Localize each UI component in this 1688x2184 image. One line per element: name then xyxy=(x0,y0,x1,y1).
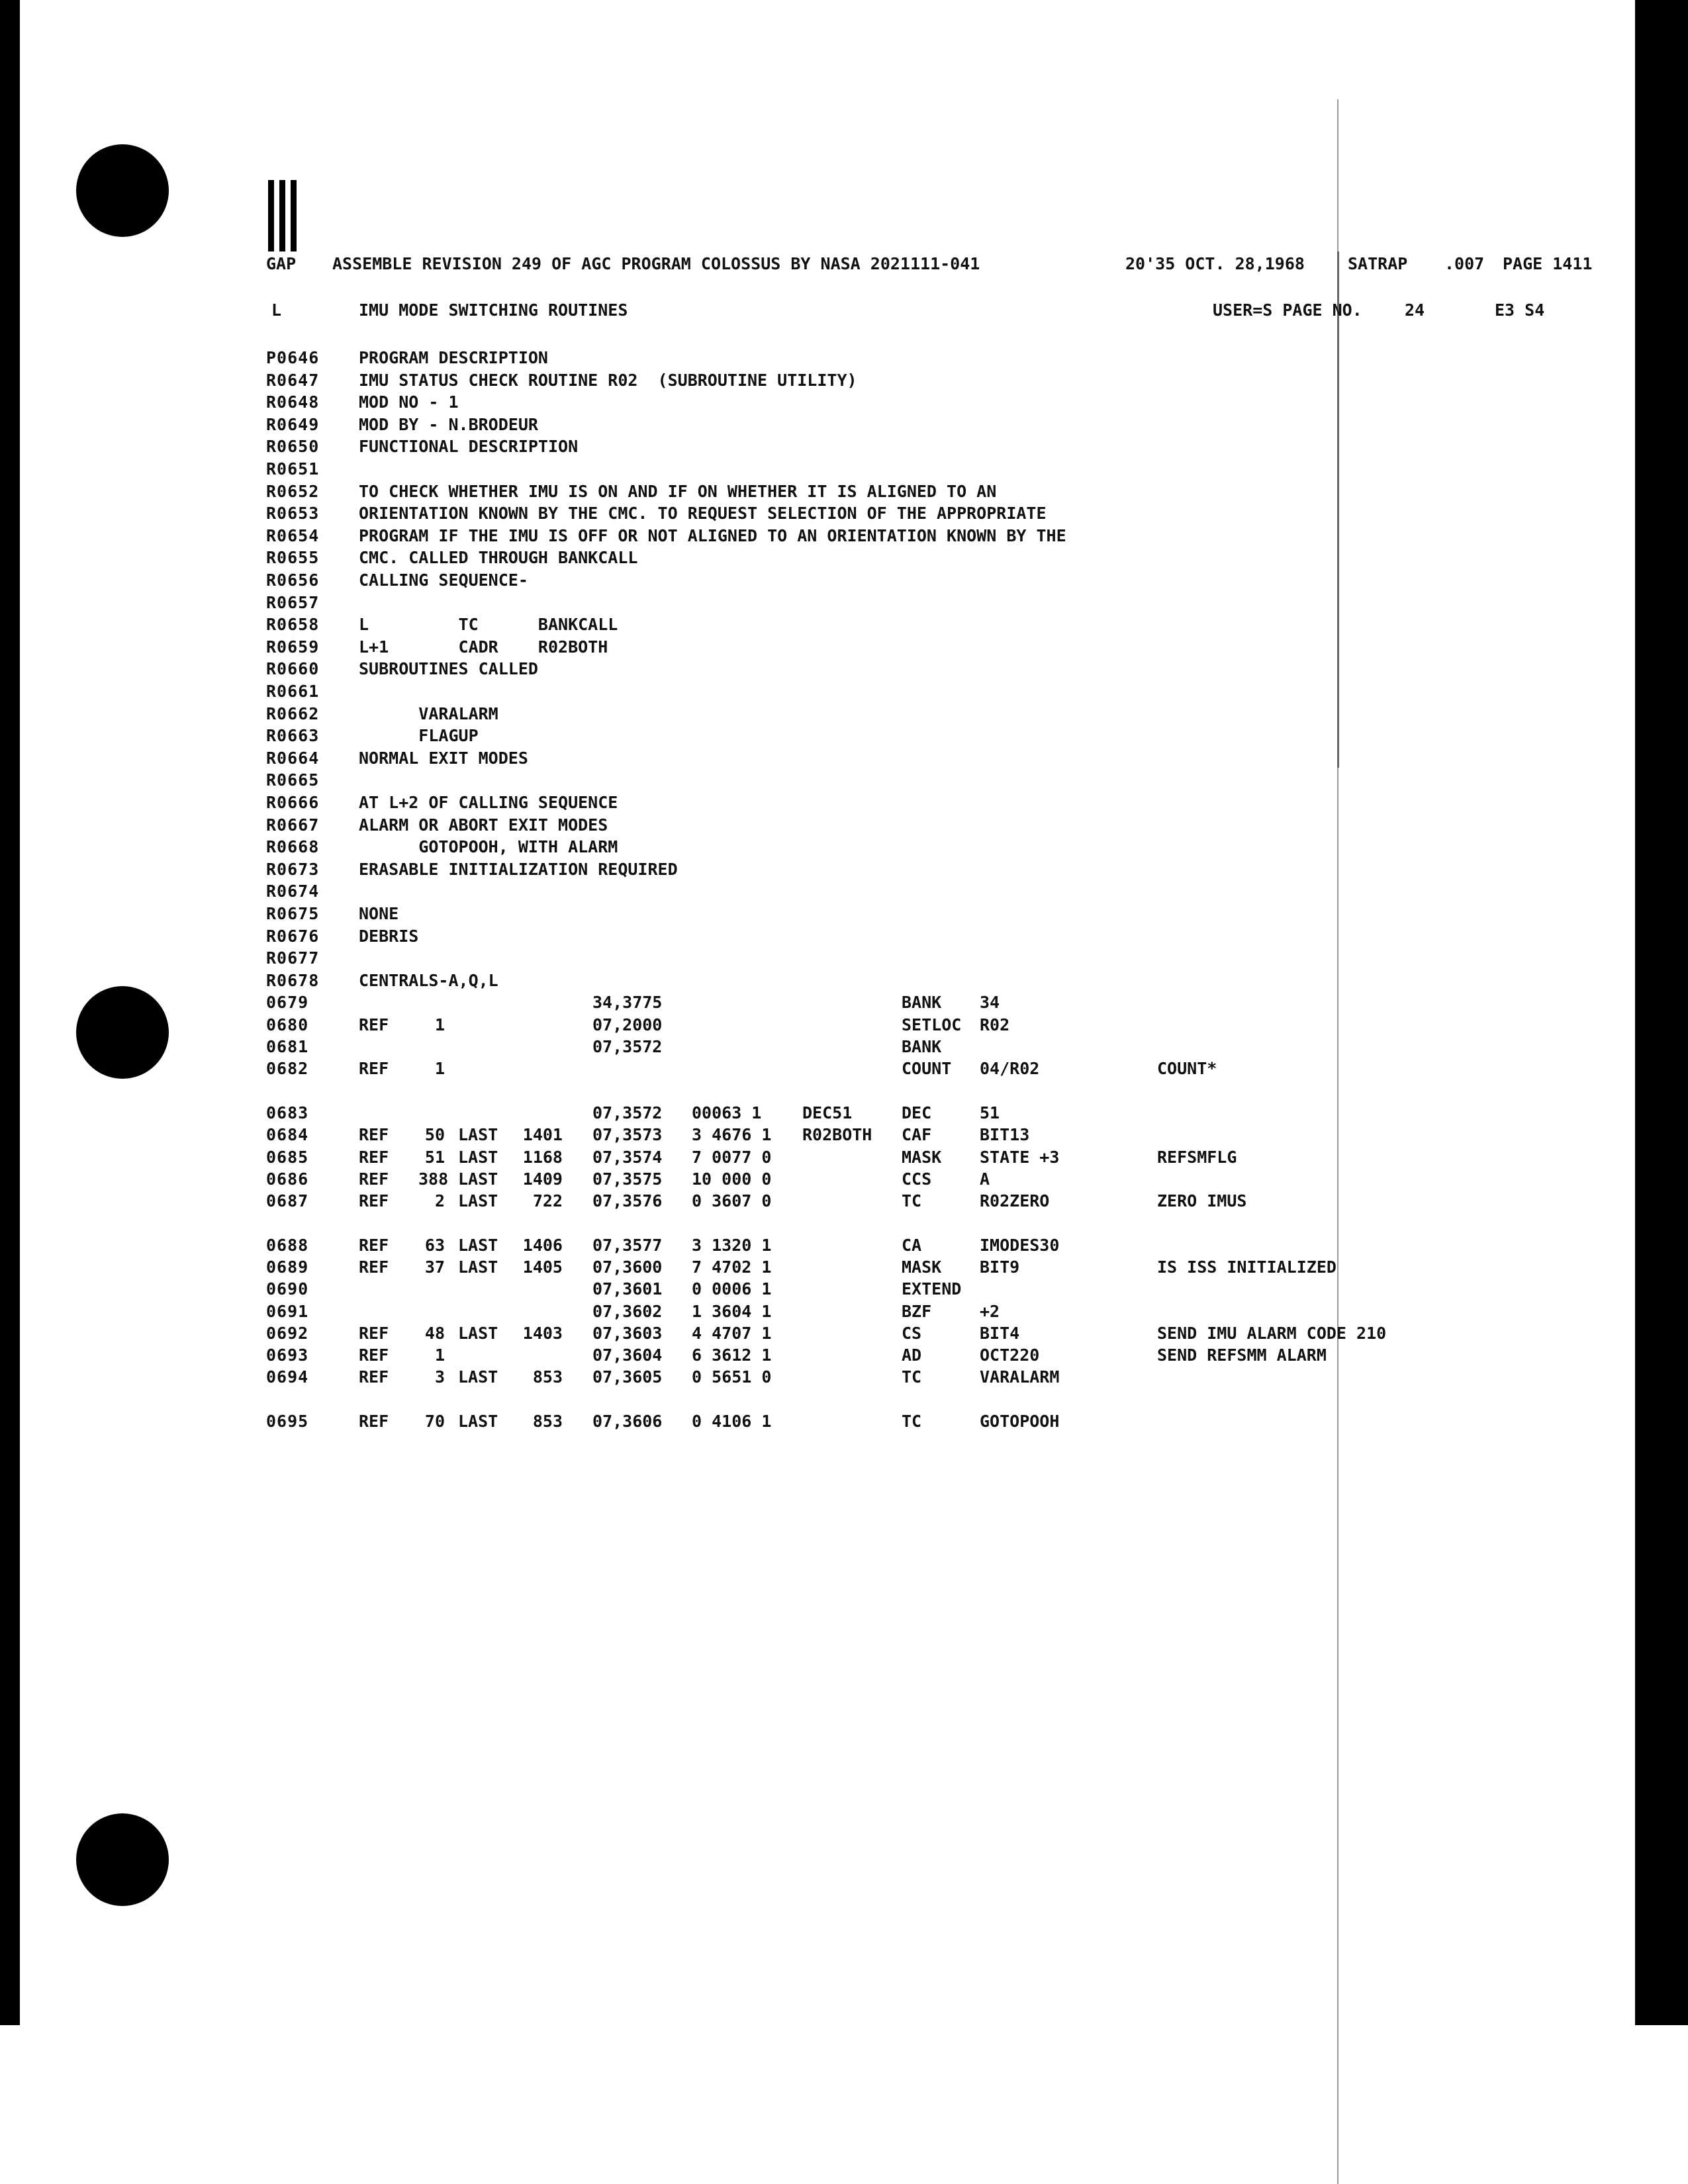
operand: GOTOPOOH xyxy=(980,1412,1060,1431)
remark-text: VARALARM xyxy=(359,704,498,723)
ref-marker: REF xyxy=(359,1324,389,1343)
ref-count: 1 xyxy=(434,1059,445,1078)
line-number: 0683 xyxy=(266,1103,309,1122)
remark-text: ALARM OR ABORT EXIT MODES xyxy=(359,815,608,835)
remark-text: MOD BY - N.BRODEUR xyxy=(359,414,538,434)
code-label: R02BOTH xyxy=(802,1125,872,1144)
opcode: BANK xyxy=(902,1037,942,1056)
remark-text: FLAGUP xyxy=(359,726,479,746)
line-number: R0657 xyxy=(266,592,320,612)
listing-header xyxy=(0,253,1593,275)
header-title: ASSEMBLE REVISION 249 OF AGC PROGRAM COLOSSUS BY NASA 2021111-041 xyxy=(332,254,980,273)
remark-text: CMC. CALLED THROUGH BANKCALL xyxy=(359,548,638,568)
line-number: R0649 xyxy=(266,414,320,434)
last-marker: LAST xyxy=(458,1236,498,1255)
last-marker: LAST xyxy=(458,1148,498,1167)
code-comment: SEND IMU ALARM CODE 210 xyxy=(1157,1324,1387,1343)
address: 07,3602 xyxy=(592,1302,663,1321)
ref-count: 1 xyxy=(434,1345,445,1365)
last-line-number: 1409 xyxy=(522,1169,563,1189)
object-word: 0 5651 0 xyxy=(692,1367,772,1387)
ref-marker: REF xyxy=(359,1148,389,1167)
operand: IMODES30 xyxy=(980,1236,1060,1255)
opcode: AD xyxy=(902,1345,922,1365)
opcode: CA xyxy=(902,1236,922,1255)
address: 34,3775 xyxy=(592,993,663,1012)
line-number: 0680 xyxy=(266,1015,309,1034)
remark-text: IMU STATUS CHECK ROUTINE R02 (SUBROUTINE UTILITY) xyxy=(359,370,857,390)
line-number: 0691 xyxy=(266,1302,309,1321)
remark-text: NORMAL EXIT MODES xyxy=(359,748,528,768)
line-number: R0664 xyxy=(266,748,320,768)
ref-marker: REF xyxy=(359,1412,389,1431)
address: 07,3605 xyxy=(592,1367,663,1387)
ref-count: 48 xyxy=(424,1324,445,1343)
user-page-number: 24 xyxy=(1405,300,1425,320)
address: 07,3600 xyxy=(592,1257,663,1277)
operand: 34 xyxy=(980,993,1000,1012)
line-number: 0689 xyxy=(266,1257,309,1277)
address: 07,3601 xyxy=(592,1279,663,1298)
line-number: R0659 xyxy=(266,637,320,657)
last-marker: LAST xyxy=(458,1257,498,1277)
last-line-number: 1168 xyxy=(522,1148,563,1167)
opcode: MASK xyxy=(902,1257,942,1277)
header-page: PAGE 1411 xyxy=(1503,254,1593,273)
operand: BIT13 xyxy=(980,1125,1030,1144)
object-word: 4 4707 1 xyxy=(692,1324,772,1343)
object-word: 0 0006 1 xyxy=(692,1279,772,1298)
operand: R02ZERO xyxy=(980,1191,1050,1210)
operand: BIT4 xyxy=(980,1324,1020,1343)
punch-hole-bottom xyxy=(76,1813,169,1906)
last-marker: LAST xyxy=(458,1324,498,1343)
last-line-number: 1403 xyxy=(522,1324,563,1343)
code-comment: SEND REFSMM ALARM xyxy=(1157,1345,1327,1365)
line-number: R0650 xyxy=(266,437,320,457)
remark-text: NONE xyxy=(359,904,399,923)
fold-line-dark xyxy=(1337,251,1339,768)
object-word: 3 4676 1 xyxy=(692,1125,772,1144)
last-line-number: 853 xyxy=(532,1367,563,1387)
line-number: P0646 xyxy=(266,348,320,367)
opcode: CS xyxy=(902,1324,922,1343)
code-comment: ZERO IMUS xyxy=(1157,1191,1247,1210)
ref-marker: REF xyxy=(359,1125,389,1144)
line-number: 0687 xyxy=(266,1191,309,1210)
operand: R02 xyxy=(980,1015,1010,1034)
ref-count: 51 xyxy=(424,1148,445,1167)
line-number: R0655 xyxy=(266,548,320,568)
remark-text: PROGRAM DESCRIPTION xyxy=(359,348,548,367)
remark-text: FUNCTIONAL DESCRIPTION xyxy=(359,437,579,457)
remark-text: ORIENTATION KNOWN BY THE CMC. TO REQUEST SELECTION OF THE APPROPRIATE xyxy=(359,504,1047,523)
line-number: R0668 xyxy=(266,837,320,857)
punch-hole-middle xyxy=(76,986,169,1079)
last-marker: LAST xyxy=(458,1367,498,1387)
operand: STATE +3 xyxy=(980,1148,1060,1167)
line-number: R0662 xyxy=(266,704,320,723)
last-marker: LAST xyxy=(458,1169,498,1189)
remark-text: TO CHECK WHETHER IMU IS ON AND IF ON WHETHER IT IS ALIGNED TO AN xyxy=(359,481,997,501)
remark-text: GOTOPOOH, WITH ALARM xyxy=(359,837,618,857)
line-number: R0674 xyxy=(266,882,320,901)
remark-text: SUBROUTINES CALLED xyxy=(359,659,538,679)
line-number: R0658 xyxy=(266,615,320,635)
ref-marker: REF xyxy=(359,1345,389,1365)
line-number: R0651 xyxy=(266,459,320,478)
opcode: EXTEND xyxy=(902,1279,962,1298)
ref-marker: REF xyxy=(359,1169,389,1189)
last-line-number: 1401 xyxy=(522,1125,563,1144)
object-word: 1 3604 1 xyxy=(692,1302,772,1321)
opcode: TC xyxy=(902,1367,922,1387)
address: 07,3574 xyxy=(592,1148,663,1167)
line-number: 0685 xyxy=(266,1148,309,1167)
opcode: CAF xyxy=(902,1125,932,1144)
remark-text: L TC BANKCALL xyxy=(359,615,618,635)
last-marker: LAST xyxy=(458,1412,498,1431)
opcode: BANK xyxy=(902,993,942,1012)
code-label: DEC51 xyxy=(802,1103,853,1122)
last-line-number: 1406 xyxy=(522,1236,563,1255)
line-number: 0692 xyxy=(266,1324,309,1343)
scan-border-right xyxy=(1635,0,1688,2025)
section-title: IMU MODE SWITCHING ROUTINES xyxy=(359,300,628,320)
address: 07,3604 xyxy=(592,1345,663,1365)
line-number: 0688 xyxy=(266,1236,309,1255)
opcode: DEC xyxy=(902,1103,932,1122)
operand: +2 xyxy=(980,1302,1000,1321)
line-number: R0666 xyxy=(266,793,320,812)
ref-marker: REF xyxy=(359,1059,389,1078)
header-time: 20'35 OCT. 28,1968 xyxy=(1125,254,1305,273)
line-number: R0652 xyxy=(266,481,320,501)
remark-text: L+1 CADR R02BOTH xyxy=(359,637,608,657)
object-word: 0 4106 1 xyxy=(692,1412,772,1431)
line-number: R0647 xyxy=(266,370,320,390)
header-version: .007 xyxy=(1444,254,1485,273)
listing-subheader xyxy=(0,299,1545,322)
last-line-number: 853 xyxy=(532,1412,563,1431)
line-number: 0693 xyxy=(266,1345,309,1365)
line-number: 0679 xyxy=(266,993,309,1012)
object-word: 10 000 0 xyxy=(692,1169,772,1189)
operand: 04/R02 xyxy=(980,1059,1040,1078)
printer-mark xyxy=(291,180,297,251)
line-number: R0661 xyxy=(266,682,320,701)
user-page-label: USER=S PAGE NO. xyxy=(1213,300,1362,320)
line-number: R0663 xyxy=(266,726,320,746)
ref-marker: REF xyxy=(359,1257,389,1277)
operand: OCT220 xyxy=(980,1345,1040,1365)
opcode: TC xyxy=(902,1191,922,1210)
line-number: R0656 xyxy=(266,570,320,590)
line-number: R0665 xyxy=(266,770,320,790)
line-number: R0660 xyxy=(266,659,320,679)
ref-count: 3 xyxy=(434,1367,445,1387)
ref-marker: REF xyxy=(359,1236,389,1255)
line-number: R0653 xyxy=(266,504,320,523)
address: 07,3575 xyxy=(592,1169,663,1189)
line-number: R0677 xyxy=(266,948,320,968)
ref-count: 70 xyxy=(424,1412,445,1431)
remark-text: MOD NO - 1 xyxy=(359,392,459,412)
code-comment: COUNT* xyxy=(1157,1059,1217,1078)
address: 07,3572 xyxy=(592,1103,663,1122)
object-word: 00063 1 xyxy=(692,1103,762,1122)
ref-count: 2 xyxy=(434,1191,445,1210)
opcode: COUNT xyxy=(902,1059,952,1078)
line-number: R0676 xyxy=(266,926,320,946)
remark-text: CALLING SEQUENCE- xyxy=(359,570,528,590)
remark-text: CENTRALS-A,Q,L xyxy=(359,970,498,990)
last-line-number: 722 xyxy=(532,1191,563,1210)
opcode: TC xyxy=(902,1412,922,1431)
subheader-type: L xyxy=(271,300,282,320)
line-number: R0654 xyxy=(266,525,320,545)
ref-count: 1 xyxy=(434,1015,445,1034)
operand: 51 xyxy=(980,1103,1000,1122)
line-number: 0695 xyxy=(266,1412,309,1431)
ref-marker: REF xyxy=(359,1367,389,1387)
object-word: 0 3607 0 xyxy=(692,1191,772,1210)
sheet-code: E3 S4 xyxy=(1495,300,1545,320)
last-marker: LAST xyxy=(458,1191,498,1210)
remark-text: PROGRAM IF THE IMU IS OFF OR NOT ALIGNED TO AN ORIENTATION KNOWN BY THE xyxy=(359,525,1066,545)
ref-marker: REF xyxy=(359,1191,389,1210)
ref-marker: REF xyxy=(359,1015,389,1034)
remark-text: DEBRIS xyxy=(359,926,419,946)
line-number: 0690 xyxy=(266,1279,309,1298)
address: 07,3572 xyxy=(592,1037,663,1056)
ref-count: 50 xyxy=(424,1125,445,1144)
address: 07,3576 xyxy=(592,1191,663,1210)
address: 07,3606 xyxy=(592,1412,663,1431)
address: 07,2000 xyxy=(592,1015,663,1034)
opcode: SETLOC xyxy=(902,1015,962,1034)
opcode: CCS xyxy=(902,1169,932,1189)
address: 07,3577 xyxy=(592,1236,663,1255)
object-word: 7 0077 0 xyxy=(692,1148,772,1167)
line-number: R0648 xyxy=(266,392,320,412)
operand: VARALARM xyxy=(980,1367,1060,1387)
address: 07,3603 xyxy=(592,1324,663,1343)
line-number: R0667 xyxy=(266,815,320,835)
address: 07,3573 xyxy=(592,1125,663,1144)
ref-count: 37 xyxy=(424,1257,445,1277)
line-number: 0684 xyxy=(266,1125,309,1144)
code-comment: IS ISS INITIALIZED xyxy=(1157,1257,1336,1277)
operand: BIT9 xyxy=(980,1257,1020,1277)
remark-text: ERASABLE INITIALIZATION REQUIRED xyxy=(359,859,678,879)
last-marker: LAST xyxy=(458,1125,498,1144)
code-comment: REFSMFLG xyxy=(1157,1148,1237,1167)
ref-count: 388 xyxy=(418,1169,449,1189)
ref-count: 63 xyxy=(424,1236,445,1255)
operand: A xyxy=(980,1169,990,1189)
header-user: SATRAP xyxy=(1348,254,1408,273)
object-word: 3 1320 1 xyxy=(692,1236,772,1255)
object-word: 6 3612 1 xyxy=(692,1345,772,1365)
opcode: BZF xyxy=(902,1302,932,1321)
remark-text: AT L+2 OF CALLING SEQUENCE xyxy=(359,793,618,812)
object-word: 7 4702 1 xyxy=(692,1257,772,1277)
header-prefix: GAP xyxy=(266,254,297,273)
opcode: MASK xyxy=(902,1148,942,1167)
line-number: 0694 xyxy=(266,1367,309,1387)
printer-mark xyxy=(268,180,274,251)
last-line-number: 1405 xyxy=(522,1257,563,1277)
printer-mark xyxy=(279,180,285,251)
line-number: 0682 xyxy=(266,1059,309,1078)
line-number: 0681 xyxy=(266,1037,309,1056)
line-number: R0673 xyxy=(266,859,320,879)
line-number: R0675 xyxy=(266,904,320,923)
line-number: R0678 xyxy=(266,970,320,990)
line-number: 0686 xyxy=(266,1169,309,1189)
punch-hole-top xyxy=(76,144,169,237)
